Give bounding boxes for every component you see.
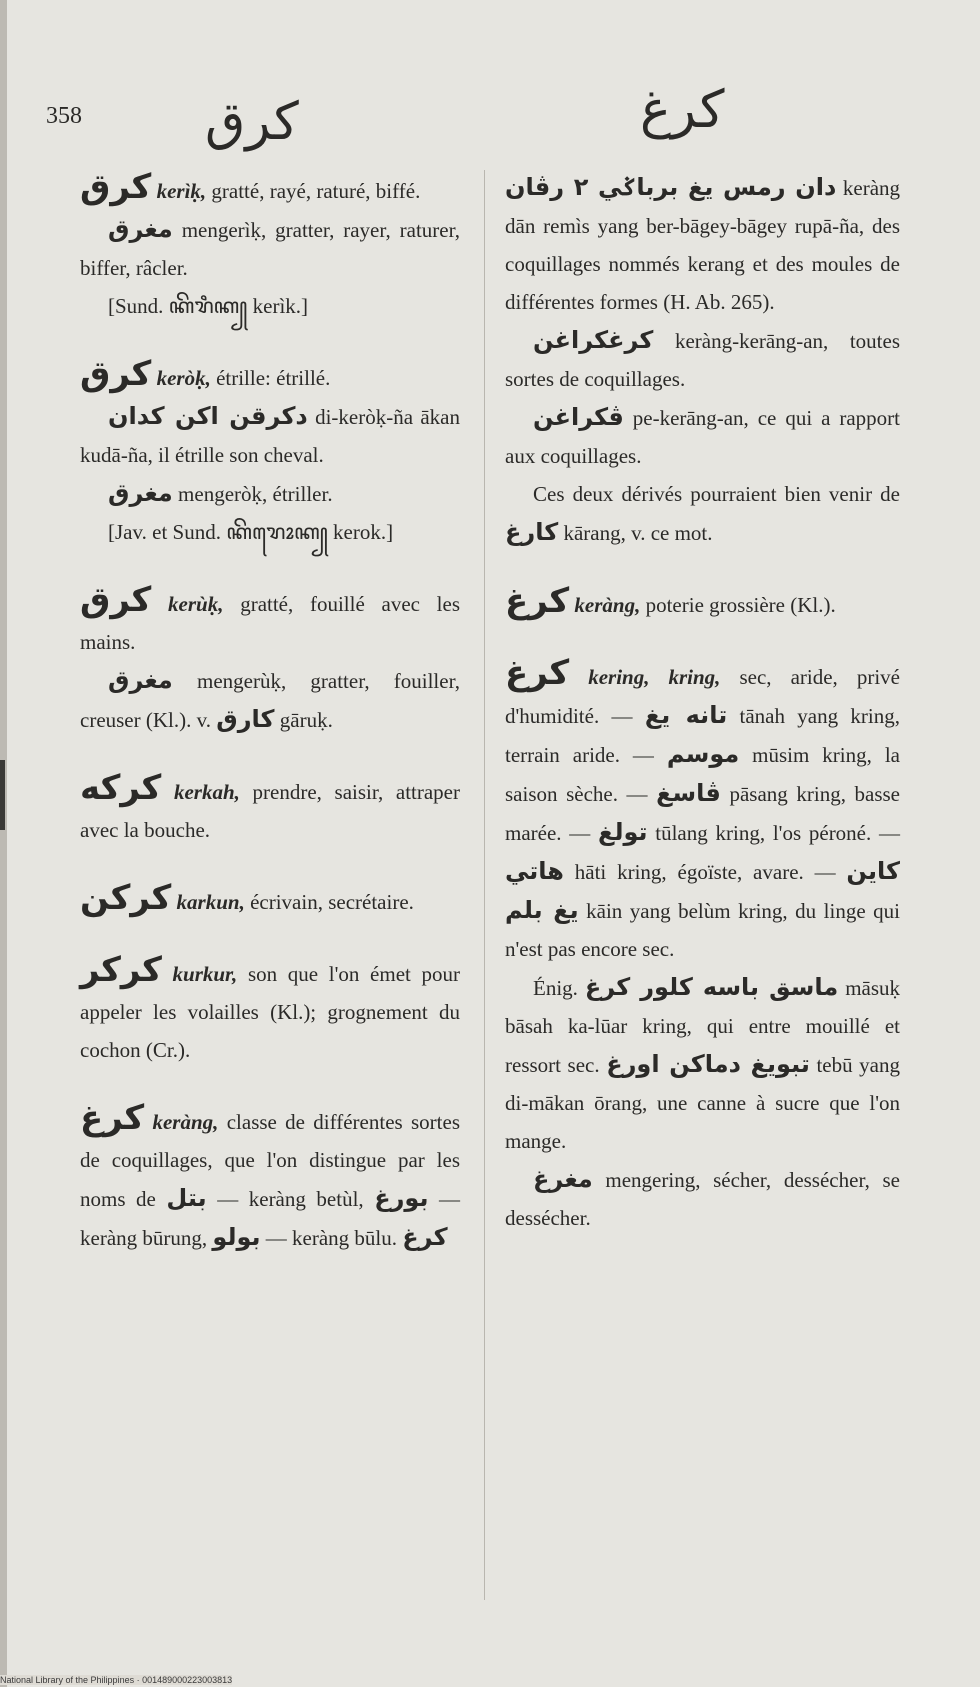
see-also-arabic: كارق [216, 705, 275, 733]
example: hāti kring, égoïste, avare. — [574, 860, 836, 884]
left-column [80, 168, 460, 1287]
page-number: 358 [46, 103, 82, 129]
example-arabic: تانه يغ [644, 701, 728, 729]
reference: [Sund. ꦏꦼꦫꦶꦏ꧀ kerìk.] [108, 294, 309, 318]
page-edge [0, 0, 7, 1687]
example-arabic: تولغ [598, 818, 648, 846]
definition: poterie grossière (Kl.). [645, 593, 836, 617]
note-arabic: كارغ [505, 518, 559, 546]
headword-arabic: كرق [80, 354, 152, 394]
derivative-arabic: مغرق [108, 479, 173, 507]
entry-kurkur [80, 951, 460, 1069]
right-column [505, 168, 900, 1267]
enigma-arabic: ماسق باسه کلور كرغ [584, 973, 839, 1001]
note-ref: kārang, v. ce mot. [563, 521, 713, 545]
derivative-arabic: مغرق [108, 666, 173, 694]
scan-footer: National Library of the Philippines · 001489000223003813 [0, 1675, 233, 1685]
derivative: keràng-kerāng-an, toutes sortes de coquillages. [505, 329, 900, 391]
column-divider [484, 170, 485, 1600]
example-arabic: دان رمس يغ برباݢي ٢ رڤان [505, 173, 837, 201]
example: pāsang kring, basse marée. — [505, 782, 901, 845]
see-also: gāruḳ. [279, 708, 333, 732]
variant: — keràng būrung, [80, 1187, 461, 1250]
example-arabic: موسم [666, 740, 740, 768]
variant-arabic: بورغ [374, 1184, 429, 1212]
entry-karkun [80, 879, 460, 921]
entry-kering [505, 654, 900, 1237]
headword: kering, kring, [588, 665, 721, 689]
variant-arabic: بولو [212, 1223, 261, 1251]
entry-kerok [80, 355, 460, 551]
definition: son que l'on émet pour appeler les volailles (Kl.); grognement du cochon (Cr.). [80, 962, 460, 1062]
headword-arabic: كرق [80, 580, 152, 620]
variant: — keràng būlu. [265, 1226, 397, 1250]
variant-arabic: كرغ [402, 1223, 448, 1251]
derivative: mengerìḳ, gratter, rayer, raturer, biffer, râcler. [80, 218, 460, 280]
entry-keruk [80, 581, 460, 739]
headword: kerkah, [173, 780, 240, 804]
enigma-answer-arabic: تبويغ دماكن اورغ [606, 1050, 810, 1078]
example-arabic: ڤاسغ [656, 779, 721, 807]
entry-kerik [80, 168, 460, 325]
example-arabic: دكرقن اكن كدان [108, 402, 308, 430]
headword: keràng, [152, 1110, 219, 1134]
entry-kerkah [80, 769, 460, 849]
headword-arabic: كركن [80, 878, 172, 918]
example-arabic: هاتي [505, 857, 564, 885]
example: tānah yang kring, terrain aride. — [505, 704, 901, 767]
definition: gratté, rayé, raturé, biffé. [211, 179, 421, 203]
definition: étrille: étrillé. [216, 366, 331, 390]
derivative-arabic: مغرق [108, 215, 173, 243]
definition: gratté, fouillé avec les mains. [80, 592, 461, 654]
binding-mark [0, 760, 5, 830]
running-head-left: كرق [205, 92, 299, 152]
definition: classe de différentes sortes de coquillages, que l'on distingue par les noms de [80, 1110, 461, 1211]
headword: keròḳ, [156, 366, 211, 390]
example: kāin yang belùm kring, du linge qui n'est pas encore sec. [505, 899, 900, 961]
enigma-label: Énig. [533, 976, 578, 1000]
example: tūlang kring, l'os péroné. — [655, 821, 900, 845]
headword-arabic: كركر [80, 950, 162, 990]
derivative: mengeròḳ, étriller. [178, 482, 333, 506]
derivative: pe-kerāng-an, ce qui a rapport aux coquillages. [505, 406, 901, 468]
note: Ces deux dérivés pourraient bien venir de [533, 482, 900, 506]
example: di-keròḳ-ña ākan kudā-ña, il étrille son cheval. [80, 405, 460, 467]
headword: kerùḳ, [168, 592, 224, 616]
example-arabic: کاين يغ بلم [505, 857, 900, 924]
derivative-arabic: كرغكراغن [533, 326, 654, 354]
running-head-right: كرغ [640, 80, 725, 140]
entry-kerang-continued [505, 168, 900, 552]
reference: [Jav. et Sund. ꦏꦼꦫꦺꦴꦏ꧀ kerok.] [108, 520, 394, 544]
derivative: mengering, sécher, dessécher, se dessécher. [505, 1168, 901, 1230]
variant-arabic: بتل [166, 1184, 207, 1212]
definition: prendre, saisir, attraper avec la bouche. [80, 780, 460, 842]
derivative-arabic: ڤكراغن [533, 403, 624, 431]
headword-arabic: كرغ [505, 653, 570, 693]
enigma-answer: tebū yang di-mākan ōrang, une canne à sucre que l'on mange. [505, 1053, 900, 1153]
example: keràng dān remìs yang ber-bāgey-bāgey rupā-ña, des coquillages nommés kerang et des moules de différentes formes (H. Ab. 265). [505, 176, 901, 314]
headword-arabic: كركه [80, 768, 162, 808]
headword-arabic: كرق [80, 167, 152, 207]
entry-kerang [80, 1099, 460, 1257]
definition: sec, aride, privé d'humidité. — [505, 665, 900, 728]
headword-arabic: كرغ [505, 581, 570, 621]
headword: keràng, [574, 593, 641, 617]
headword: kerìḳ, [156, 179, 207, 203]
entry-kerang-poterie [505, 582, 900, 624]
derivative: mengerùḳ, gratter, fouiller, creuser (Kl.). v. [80, 669, 460, 732]
variant: — keràng betùl, [217, 1187, 364, 1211]
headword-arabic: كرغ [80, 1098, 145, 1138]
definition: écrivain, secrétaire. [250, 890, 414, 914]
example: mūsim kring, la saison sèche. — [505, 743, 900, 806]
headword: karkun, [176, 890, 245, 914]
enigma: māsuḳ bāsah ka-lūar kring, qui entre mouillé et ressort sec. [505, 976, 901, 1077]
headword: kurkur, [172, 962, 238, 986]
derivative-arabic: مغرغ [533, 1165, 593, 1193]
